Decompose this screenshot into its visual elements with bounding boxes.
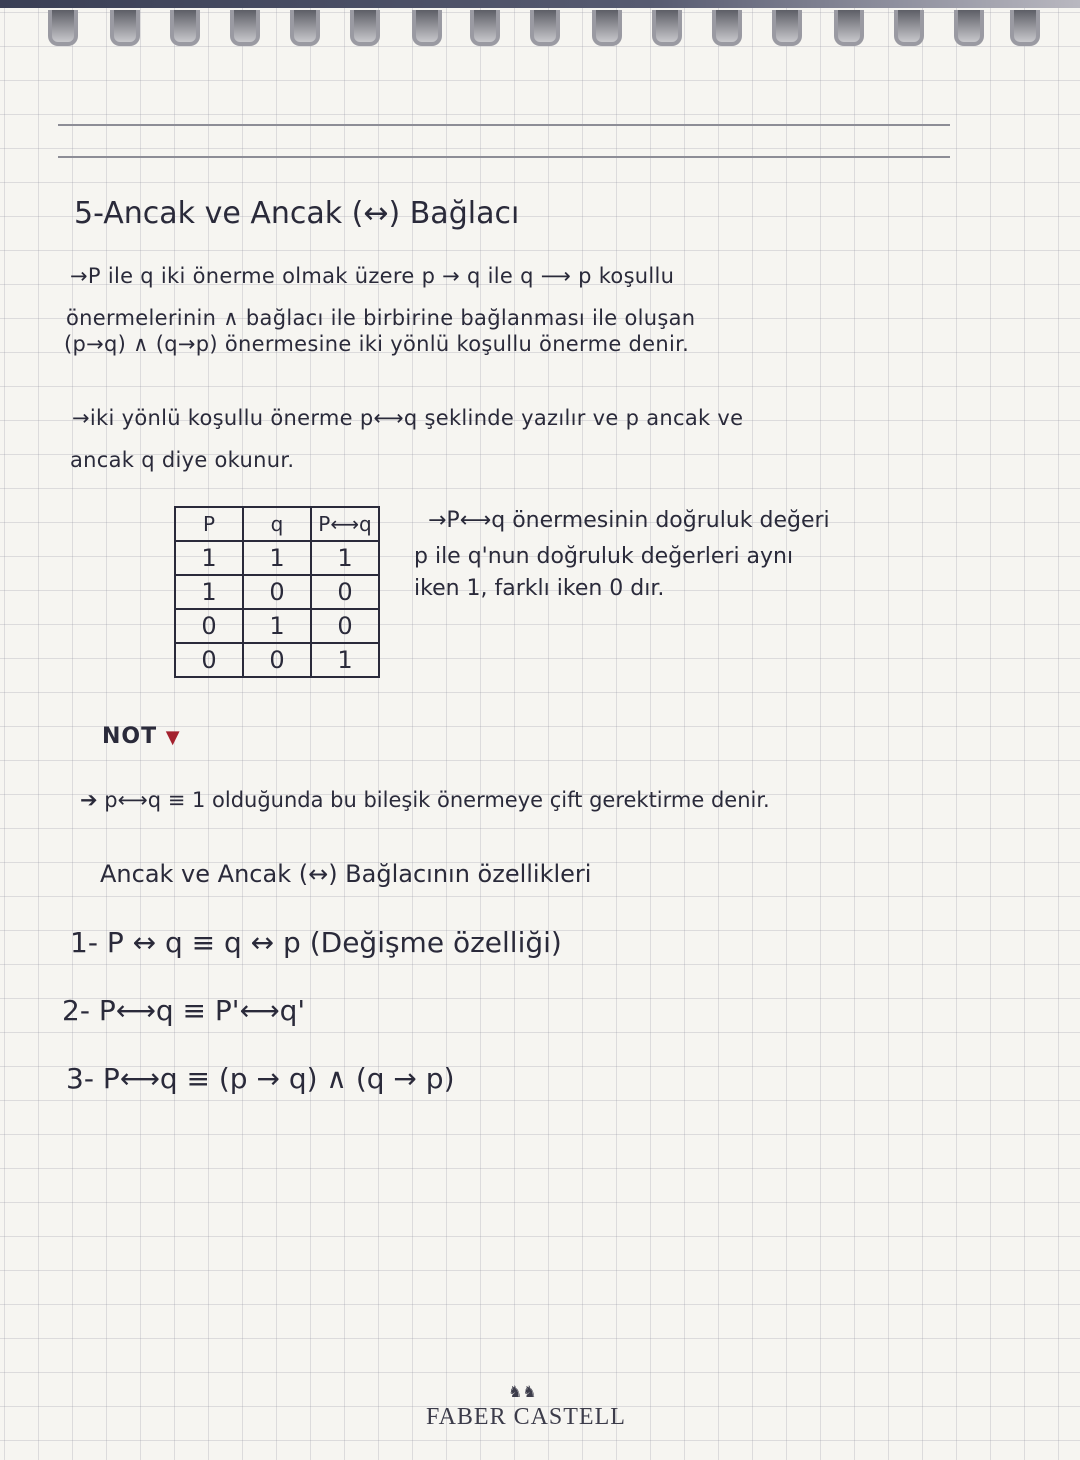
truth-table <box>174 506 380 678</box>
definition-line: →P ile q iki önerme olmak üzere p → q ile q ⟶ p koşullu <box>70 264 675 288</box>
properties-title: Ancak ve Ancak (↔) Bağlacının özellikleri <box>100 860 592 888</box>
property-item: 3- P⟷q ≡ (p → q) ∧ (q → p) <box>66 1062 455 1095</box>
property-item: 1- P ↔ q ≡ q ↔ p (Değişme özelliği) <box>70 926 562 959</box>
table-note-line: →P⟷q önermesinin doğruluk değeri <box>428 508 830 533</box>
table-cell: 0 <box>175 609 243 643</box>
spiral-ring <box>834 10 864 46</box>
notation-line: →iki yönlü koşullu önerme p⟷q şeklinde yazılır ve p ancak ve <box>72 406 744 430</box>
not-heading <box>102 724 181 749</box>
page-title: 5-Ancak ve Ancak (↔) Bağlacı <box>74 196 520 231</box>
brand-knights-logo-icon: ♞♞ <box>508 1382 537 1401</box>
table-row <box>175 541 379 575</box>
spiral-ring <box>1010 10 1040 46</box>
tautology-note: ➔ p⟷q ≡ 1 olduğunda bu bileşik önermeye çift gerektirme denir. <box>80 788 770 812</box>
spiral-ring <box>772 10 802 46</box>
not-label: NOT <box>102 724 158 749</box>
header-cell: q <box>243 507 311 541</box>
table-cell: 1 <box>243 609 311 643</box>
definition-line: önermelerinin ∧ bağlacı ile birbirine bağlanması ile oluşan <box>66 306 696 330</box>
spiral-ring <box>230 10 260 46</box>
table-cell: 0 <box>175 643 243 677</box>
spiral-ring <box>530 10 560 46</box>
spiral-ring <box>470 10 500 46</box>
heart-icon: ▼ <box>165 727 181 748</box>
table-row <box>175 643 379 677</box>
truth-table-header <box>175 507 379 541</box>
table-cell: 0 <box>243 643 311 677</box>
table-cell: 1 <box>243 541 311 575</box>
table-note-line: p ile q'nun doğruluk değerleri aynı <box>414 544 794 569</box>
table-cell: 1 <box>175 575 243 609</box>
spiral-ring <box>652 10 682 46</box>
property-item: 2- P⟷q ≡ P'⟷q' <box>62 994 306 1027</box>
table-cell: 0 <box>243 575 311 609</box>
spiral-ring <box>954 10 984 46</box>
header-cell: P⟷q <box>311 507 379 541</box>
spiral-ring <box>48 10 78 46</box>
spiral-ring <box>894 10 924 46</box>
table-cell: 1 <box>311 541 379 575</box>
spiral-ring <box>712 10 742 46</box>
table-cell: 0 <box>311 575 379 609</box>
table-cell: 1 <box>175 541 243 575</box>
table-cell: 1 <box>311 643 379 677</box>
spiral-binding <box>0 10 1080 50</box>
spiral-ring <box>412 10 442 46</box>
spiral-ring <box>110 10 140 46</box>
spiral-ring <box>350 10 380 46</box>
header-cell: P <box>175 507 243 541</box>
header-rule <box>58 124 950 158</box>
notation-line: ancak q diye okunur. <box>70 448 295 472</box>
table-row <box>175 609 379 643</box>
definition-line: (p→q) ∧ (q→p) önermesine iki yönlü koşullu önerme denir. <box>64 332 690 356</box>
table-row <box>175 575 379 609</box>
brand-name: FABER CASTELL <box>426 1404 626 1430</box>
top-edge <box>0 0 1080 8</box>
spiral-ring <box>170 10 200 46</box>
spiral-ring <box>290 10 320 46</box>
spiral-ring <box>592 10 622 46</box>
table-cell: 0 <box>311 609 379 643</box>
table-note-line: iken 1, farklı iken 0 dır. <box>414 576 665 601</box>
